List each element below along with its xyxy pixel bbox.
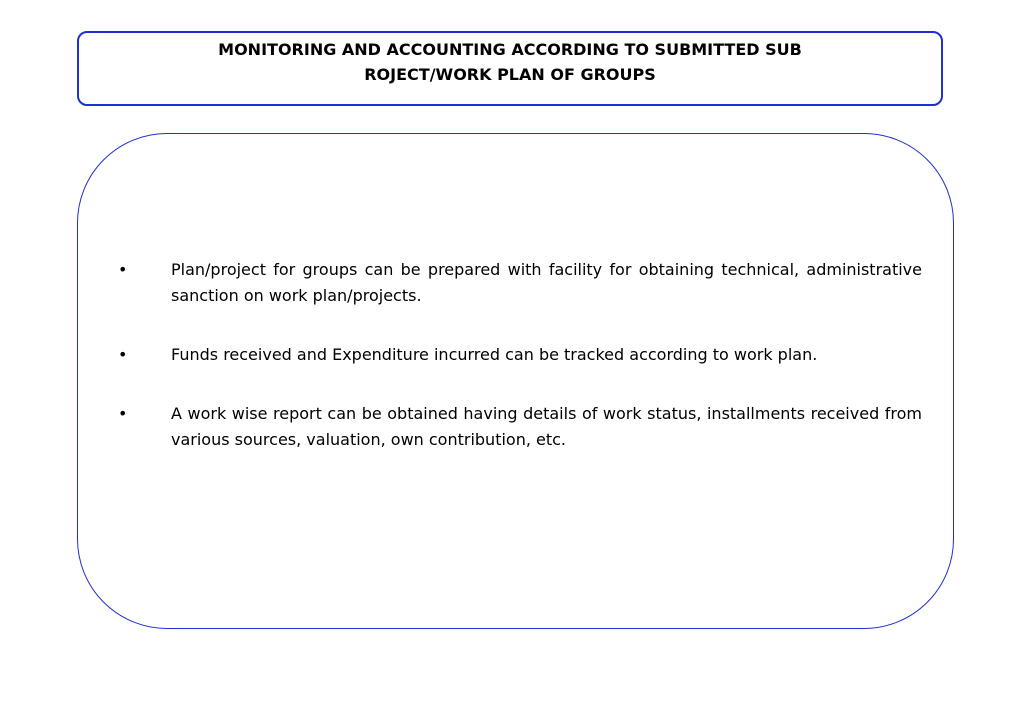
bullet-text: Funds received and Expenditure incurred can be tracked according to work plan. — [171, 345, 818, 364]
list-item — [118, 342, 922, 368]
bullet-list — [118, 257, 922, 486]
page-title — [130, 37, 890, 87]
bullet-icon: • — [118, 260, 128, 279]
title-box — [77, 31, 943, 106]
content-box — [77, 133, 954, 629]
title-line-2: ROJECT/WORK PLAN OF GROUPS — [364, 64, 656, 84]
bullet-text: Plan/project for groups can be prepared with facility for obtaining technical, administrative sanction on work plan/projects. — [171, 260, 922, 305]
list-item — [118, 257, 922, 309]
list-item — [118, 401, 922, 453]
title-line-1: MONITORING AND ACCOUNTING ACCORDING TO SUBMITTED SUB — [218, 39, 802, 59]
bullet-icon: • — [118, 345, 128, 364]
bullet-text: A work wise report can be obtained having details of work status, installments received from various sources, valuation, own contribution, etc. — [171, 404, 922, 449]
bullet-icon: • — [118, 404, 128, 423]
